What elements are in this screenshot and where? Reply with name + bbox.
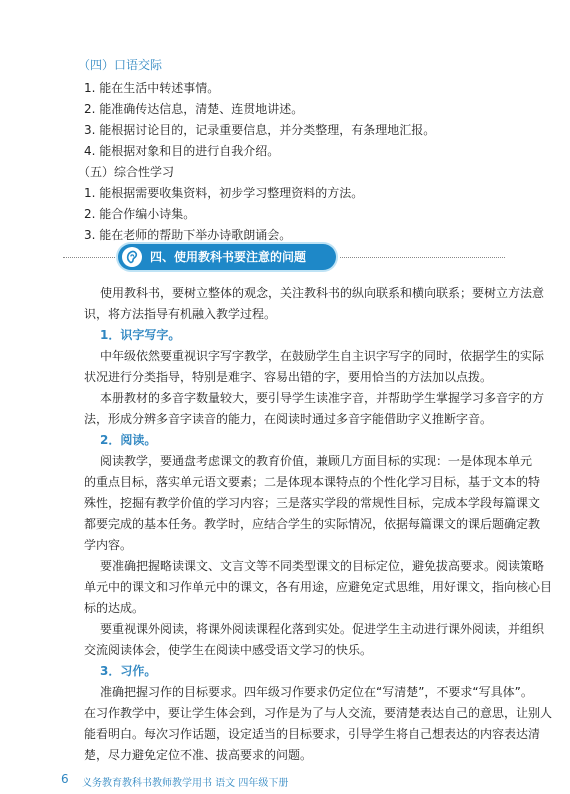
paragraph-line: 要重视课外阅读，将课外阅读课程化落到实处。促进学生主动进行课外阅读，并组织 xyxy=(100,622,545,636)
list-item: 1. 能根据需要收集资料，初步学习整理资料的方法。 xyxy=(84,186,364,200)
paragraph-line: 在习作教学中，要让学生体会到，习作是为了与人交流，要清楚表达自己的意思，让别人 xyxy=(84,706,553,720)
paragraph-line: 学内容。 xyxy=(84,538,133,552)
list-item: 2. 能合作编小诗集。 xyxy=(84,207,196,221)
section-heading-oral: （四）口语交际 xyxy=(78,58,163,72)
paragraph-line: 殊性，挖掘有教学价值的学习内容；三是落实学段的常规性目标，完成本学段每篇课文 xyxy=(84,496,541,510)
point-heading-literacy: 1．识字写字。 xyxy=(100,328,181,342)
paragraph-line: 识，将方法指导有机融入教学过程。 xyxy=(84,307,277,321)
banner-title: 四、使用教科书要注意的问题 xyxy=(150,250,307,264)
point-heading-writing: 3．习作。 xyxy=(100,664,157,678)
footer-title: 义务教育教科书教师教学用书 语文 四年级下册 xyxy=(82,778,289,789)
list-item: 4. 能根据对象和目的进行自我介绍。 xyxy=(84,144,280,158)
ear-icon xyxy=(122,247,142,267)
divider-left xyxy=(63,257,115,258)
page-number: 6 xyxy=(61,772,69,786)
section-banner xyxy=(118,244,336,270)
list-item: 2. 能准确传达信息，清楚、连贯地讲述。 xyxy=(84,102,304,116)
paragraph-line: 使用教科书，要树立整体的观念，关注教科书的纵向联系和横向联系；要树立方法意 xyxy=(100,286,545,300)
paragraph-line: 的重点目标，落实单元语文要素；二是体现本课特点的个性化学习目标，基于文本的特 xyxy=(84,475,541,489)
paragraph-line: 单元中的课文和习作单元中的课文，各有用途，应避免定式思维，用好课文，指向核心目 xyxy=(84,580,553,594)
paragraph-line: 本册教材的多音字数量较大，要引导学生读准字音，并帮助学生掌握学习多音字的方 xyxy=(100,391,545,405)
paragraph-line: 法，形成分辨多音字读音的能力，在阅读时通过多音字能借助字义推断字音。 xyxy=(84,412,493,426)
list-item: 3. 能在老师的帮助下举办诗歌朗诵会。 xyxy=(84,228,292,242)
divider-right xyxy=(340,257,505,258)
paragraph-line: 中年级依然要重视识字写字教学，在鼓励学生自主识字写字的同时，依据学生的实际 xyxy=(100,349,545,363)
list-item: 3. 能根据讨论目的，记录重要信息，并分类整理，有条理地汇报。 xyxy=(84,123,436,137)
paragraph-line: 能看明白。每次习作话题，设定适当的目标要求，引导学生将自己想表达的内容表达清 xyxy=(84,727,541,741)
paragraph-line: 交流阅读体会，使学生在阅读中感受语文学习的快乐。 xyxy=(84,643,373,657)
paragraph-line: 楚，尽力避免定位不准、拔高要求的问题。 xyxy=(84,748,313,762)
section-heading-comprehensive: （五）综合性学习 xyxy=(78,165,175,179)
paragraph-line: 阅读教学，要通盘考虑课文的教育价值，兼顾几方面目标的实现：一是体现本单元 xyxy=(100,454,533,468)
paragraph-line: 要准确把握略读课文、文言文等不同类型课文的目标定位，避免拔高要求。阅读策略 xyxy=(100,559,545,573)
paragraph-line: 状况进行分类指导，特别是难字、容易出错的字，要用恰当的方法加以点拨。 xyxy=(84,370,493,384)
paragraph-line: 标的达成。 xyxy=(84,601,145,615)
point-heading-reading: 2．阅读。 xyxy=(100,433,157,447)
paragraph-line: 都要完成的基本任务。教学时，应结合学生的实际情况，依据每篇课文的课后题确定教 xyxy=(84,517,541,531)
list-item: 1. 能在生活中转述事情。 xyxy=(84,81,220,95)
paragraph-line: 准确把握习作的目标要求。四年级习作要求仍定位在“写清楚”，不要求“写具体”。 xyxy=(100,685,533,699)
